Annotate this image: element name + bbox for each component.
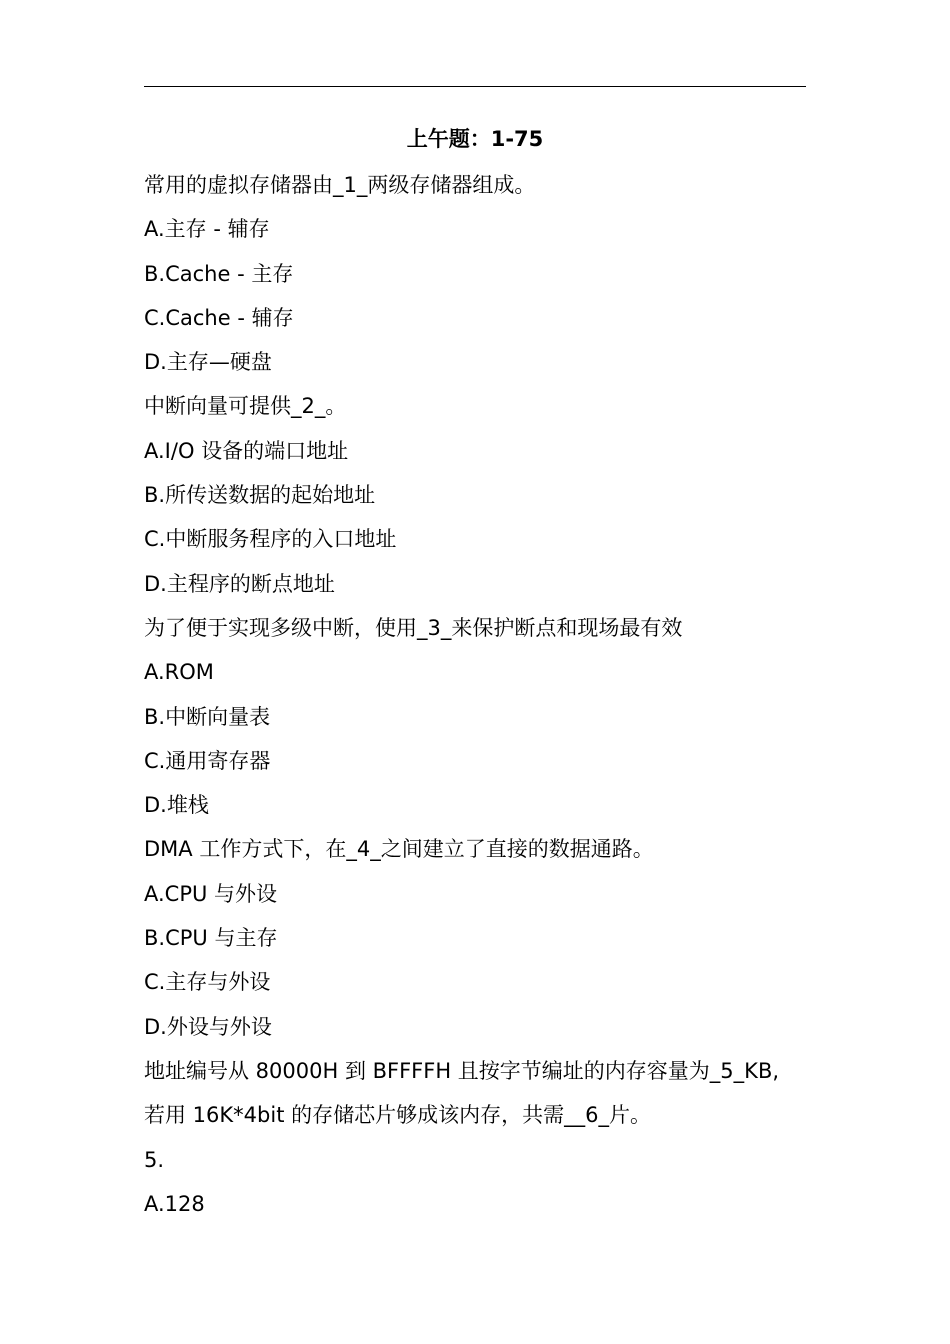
question-1-option-a: A.主存 - 辅存 — [144, 217, 270, 242]
question-2-option-a: A.I/O 设备的端口地址 — [144, 438, 349, 463]
question-1-stem: 常用的虚拟存储器由_1_两级存储器组成。 — [144, 173, 536, 197]
page-title: 上午题：1-75 — [406, 127, 544, 151]
question-2-stem: 中断向量可提供_2_。 — [144, 394, 347, 419]
question-5-stem-line-1: 地址编号从 80000H 到 BFFFFH 且按字节编址的内存容量为_5_KB, — [144, 1058, 780, 1083]
question-content — [144, 170, 814, 1233]
question-2-option-c: C.中断服务程序的入口地址 — [144, 527, 397, 552]
question-3-option-b: B.中断向量表 — [144, 704, 271, 729]
sub-question-5-number: 5. — [144, 1147, 165, 1172]
question-3-option-a: A.ROM — [144, 660, 214, 685]
header-rule — [144, 86, 806, 87]
question-3-option-d: D.堆栈 — [144, 793, 209, 818]
question-2-option-b: B.所传送数据的起始地址 — [144, 483, 376, 508]
question-1-option-b: B.Cache - 主存 — [144, 261, 294, 286]
question-1-option-d: D.主存—硬盘 — [144, 350, 272, 375]
question-2-option-d: D.主程序的断点地址 — [144, 571, 335, 596]
question-4-option-c: C.主存与外设 — [144, 970, 271, 995]
question-5-stem-line-2: 若用 16K*4bit 的存储芯片够成该内存，共需__6_片。 — [144, 1103, 651, 1128]
question-1-option-c: C.Cache - 辅存 — [144, 305, 294, 330]
question-4-option-a: A.CPU 与外设 — [144, 881, 278, 906]
question-4-stem: DMA 工作方式下，在_4_之间建立了直接的数据通路。 — [144, 837, 654, 862]
question-4-option-b: B.CPU 与主存 — [144, 926, 278, 951]
question-3-option-c: C.通用寄存器 — [144, 748, 271, 773]
sub-question-5-option-a: A.128 — [144, 1191, 205, 1216]
question-3-stem: 为了便于实现多级中断，使用_3_来保护断点和现场最有效 — [144, 615, 683, 640]
question-4-option-d: D.外设与外设 — [144, 1014, 272, 1039]
